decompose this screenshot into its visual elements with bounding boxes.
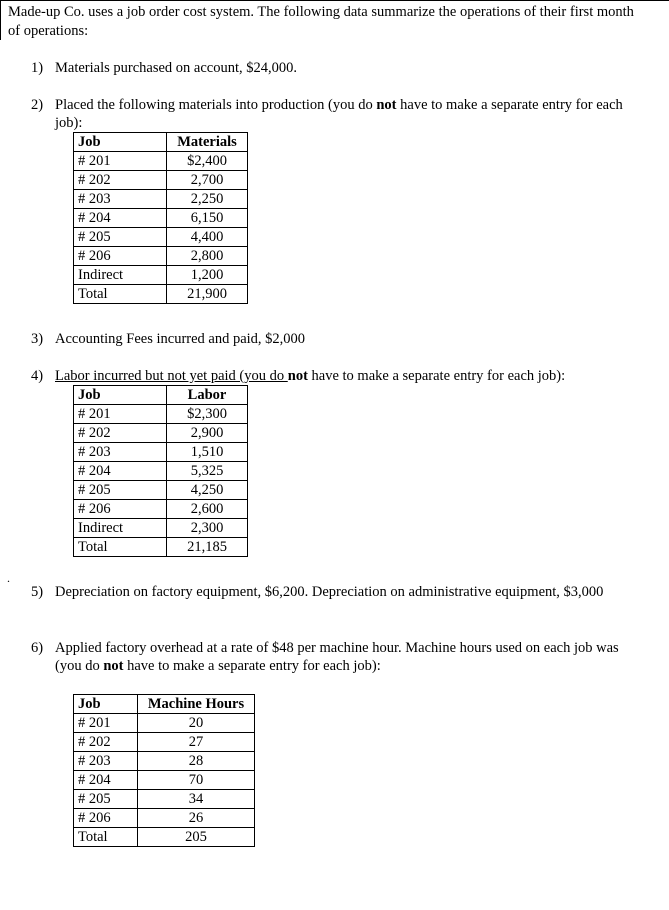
value-cell: 34	[138, 790, 255, 809]
value-cell: 28	[138, 752, 255, 771]
job-cell: # 205	[74, 790, 138, 809]
item-number: 6)	[31, 640, 44, 656]
value-cell: 6,150	[167, 209, 248, 228]
table-row	[74, 790, 255, 809]
item-number: 5)	[31, 584, 44, 600]
table-row	[74, 424, 248, 443]
job-cell: Indirect	[74, 266, 167, 285]
table-row	[74, 538, 248, 557]
item-text: Labor incurred but not yet paid (you do not have to make a separate entry for each job):	[55, 368, 566, 384]
value-cell: 4,250	[167, 481, 248, 500]
value-cell: 21,185	[167, 538, 248, 557]
column-header-labor: Labor	[167, 386, 248, 405]
table-row	[74, 500, 248, 519]
item-text: Depreciation on factory equipment, $6,200. Depreciation on administrative equipment, $3,000	[55, 584, 604, 600]
value-cell: $2,300	[167, 405, 248, 424]
job-cell: Total	[74, 285, 167, 304]
job-cell: # 206	[74, 247, 167, 266]
value-cell: 2,900	[167, 424, 248, 443]
table-row	[74, 733, 255, 752]
column-header-materials: Materials	[167, 133, 248, 152]
table-header-row	[74, 695, 255, 714]
table-row	[74, 714, 255, 733]
value-cell: 5,325	[167, 462, 248, 481]
item-number: 3)	[31, 331, 44, 347]
table-row	[74, 519, 248, 538]
table-header-row	[74, 133, 248, 152]
value-cell: 20	[138, 714, 255, 733]
job-cell: # 205	[74, 228, 167, 247]
table-row	[74, 266, 248, 285]
value-cell: $2,400	[167, 152, 248, 171]
job-cell: Total	[74, 828, 138, 847]
column-header-job: Job	[74, 695, 138, 714]
job-cell: Total	[74, 538, 167, 557]
table-row	[74, 152, 248, 171]
job-cell: # 201	[74, 714, 138, 733]
job-cell: Indirect	[74, 519, 167, 538]
job-cell: # 204	[74, 462, 167, 481]
table-row	[74, 752, 255, 771]
item-text: Placed the following materials into production (you do not have to make a separate entry for each job):	[55, 97, 623, 131]
value-cell: 4,400	[167, 228, 248, 247]
table-row	[74, 828, 255, 847]
job-cell: # 206	[74, 500, 167, 519]
table-row	[74, 443, 248, 462]
job-cell: # 204	[74, 209, 167, 228]
item-number: 1)	[31, 60, 44, 76]
job-cell: # 201	[74, 405, 167, 424]
item-number: 4)	[31, 368, 44, 384]
table-row	[74, 405, 248, 424]
table-header-row	[74, 386, 248, 405]
value-cell: 2,800	[167, 247, 248, 266]
table-row	[74, 171, 248, 190]
value-cell: 2,250	[167, 190, 248, 209]
job-cell: # 203	[74, 443, 167, 462]
item-number: 2)	[31, 97, 44, 113]
job-cell: # 203	[74, 190, 167, 209]
job-cell: # 201	[74, 152, 167, 171]
page-border-left	[0, 0, 1, 40]
stray-mark: .	[7, 571, 10, 585]
table-row	[74, 481, 248, 500]
labor-table	[73, 385, 248, 557]
value-cell: 2,700	[167, 171, 248, 190]
table-row	[74, 247, 248, 266]
value-cell: 27	[138, 733, 255, 752]
table-row	[74, 190, 248, 209]
job-cell: # 202	[74, 733, 138, 752]
value-cell: 2,300	[167, 519, 248, 538]
item-text: Materials purchased on account, $24,000.	[55, 60, 297, 76]
value-cell: 21,900	[167, 285, 248, 304]
value-cell: 1,200	[167, 266, 248, 285]
job-cell: # 202	[74, 171, 167, 190]
value-cell: 205	[138, 828, 255, 847]
machine-hours-table	[73, 694, 255, 847]
page-border-top	[0, 0, 669, 1]
job-cell: # 206	[74, 809, 138, 828]
job-cell: # 204	[74, 771, 138, 790]
column-header-job: Job	[74, 133, 167, 152]
table-row	[74, 228, 248, 247]
value-cell: 26	[138, 809, 255, 828]
job-cell: # 203	[74, 752, 138, 771]
job-cell: # 202	[74, 424, 167, 443]
intro-paragraph: Made-up Co. uses a job order cost system. The following data summarize the operations of their first month of operations:	[8, 4, 634, 39]
table-row	[74, 771, 255, 790]
table-row	[74, 462, 248, 481]
value-cell: 2,600	[167, 500, 248, 519]
table-row	[74, 285, 248, 304]
job-cell: # 205	[74, 481, 167, 500]
value-cell: 70	[138, 771, 255, 790]
table-row	[74, 209, 248, 228]
column-header-machine-hours: Machine Hours	[138, 695, 255, 714]
materials-table	[73, 132, 248, 304]
table-row	[74, 809, 255, 828]
item-text: Accounting Fees incurred and paid, $2,000	[55, 331, 306, 347]
item-text: Applied factory overhead at a rate of $48 per machine hour. Machine hours used on each job was (you do not have to make a separate entry for each job):	[55, 640, 619, 674]
column-header-job: Job	[74, 386, 167, 405]
value-cell: 1,510	[167, 443, 248, 462]
